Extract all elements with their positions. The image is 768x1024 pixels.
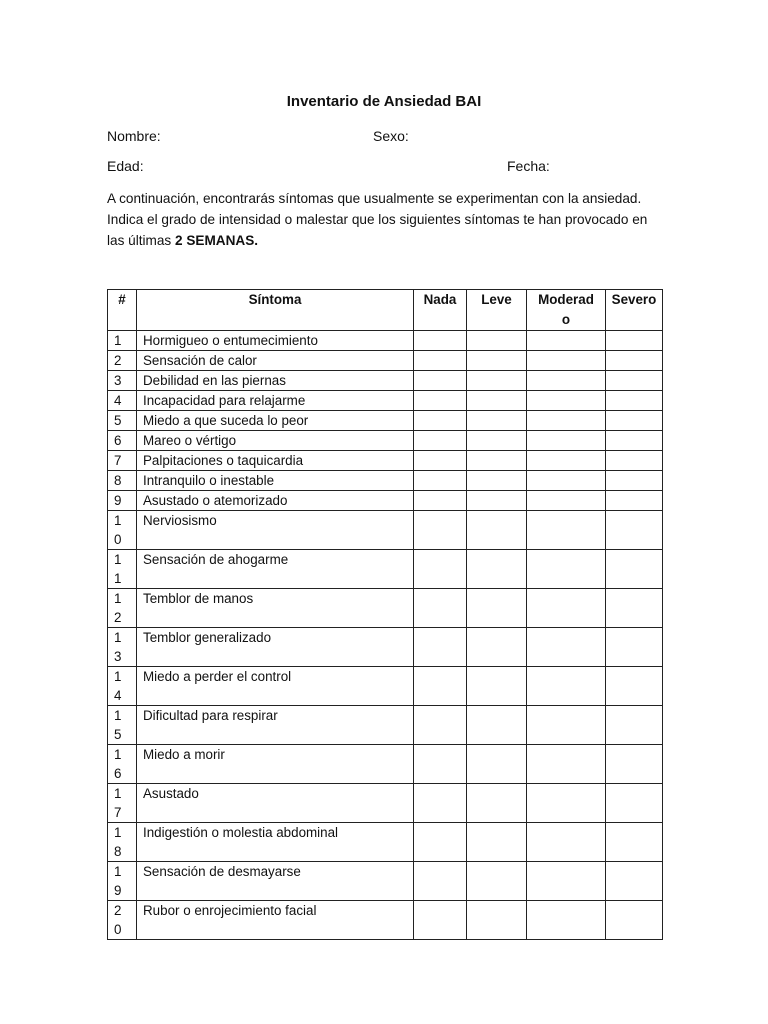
row-number: [108, 511, 137, 550]
rating-cell-severe[interactable]: [606, 371, 663, 391]
rating-cell-severe[interactable]: [606, 351, 663, 371]
rating-cell-severe[interactable]: [606, 901, 663, 940]
rating-cell-mild[interactable]: [467, 411, 527, 431]
rating-cell-none[interactable]: [414, 351, 467, 371]
rating-cell-severe[interactable]: [606, 411, 663, 431]
rating-cell-severe[interactable]: [606, 589, 663, 628]
row-symptom: Miedo a morir: [137, 745, 414, 784]
row-number: [108, 371, 137, 391]
rating-cell-mild[interactable]: [467, 667, 527, 706]
rating-cell-none[interactable]: [414, 667, 467, 706]
header-number: #: [108, 290, 137, 331]
row-number-text: 15: [114, 708, 122, 742]
rating-cell-severe[interactable]: [606, 391, 663, 411]
rating-cell-none[interactable]: [414, 471, 467, 491]
rating-cell-moderate[interactable]: [527, 491, 606, 511]
row-number: [108, 391, 137, 411]
rating-cell-severe[interactable]: [606, 745, 663, 784]
header-none: Nada: [414, 290, 467, 331]
row-symptom: Sensación de calor: [137, 351, 414, 371]
row-number: [108, 451, 137, 471]
rating-cell-moderate[interactable]: [527, 823, 606, 862]
row-number: [108, 823, 137, 862]
rating-cell-severe[interactable]: [606, 706, 663, 745]
rating-cell-moderate[interactable]: [527, 411, 606, 431]
row-symptom: Dificultad para respirar: [137, 706, 414, 745]
rating-cell-moderate[interactable]: [527, 745, 606, 784]
row-number-text: 10: [114, 513, 122, 547]
table-row: [108, 784, 663, 823]
row-symptom: Palpitaciones o taquicardia: [137, 451, 414, 471]
rating-cell-mild[interactable]: [467, 371, 527, 391]
row-number-text: 17: [114, 786, 122, 820]
row-number-text: 18: [114, 825, 122, 859]
symptom-table: [107, 289, 663, 940]
age-field-label: Edad:: [107, 158, 144, 174]
rating-cell-mild[interactable]: [467, 511, 527, 550]
rating-cell-moderate[interactable]: [527, 431, 606, 451]
rating-cell-mild[interactable]: [467, 550, 527, 589]
row-number-text: 13: [114, 630, 122, 664]
sex-field-label: Sexo:: [373, 128, 409, 144]
table-row: [108, 667, 663, 706]
table-row: [108, 451, 663, 471]
table-row: [108, 431, 663, 451]
instructions-paragraph: [107, 188, 667, 251]
rating-cell-severe[interactable]: [606, 331, 663, 351]
row-symptom: Miedo a perder el control: [137, 667, 414, 706]
row-number-text: 11: [114, 552, 122, 586]
rating-cell-none[interactable]: [414, 451, 467, 471]
row-number-text: 3: [114, 373, 122, 388]
row-number-text: 12: [114, 591, 122, 625]
rating-cell-mild[interactable]: [467, 628, 527, 667]
row-number-text: 5: [114, 413, 122, 428]
rating-cell-severe[interactable]: [606, 451, 663, 471]
row-symptom: Mareo o vértigo: [137, 431, 414, 451]
row-number: [108, 331, 137, 351]
rating-cell-none[interactable]: [414, 823, 467, 862]
row-number: [108, 784, 137, 823]
rating-cell-none[interactable]: [414, 589, 467, 628]
rating-cell-moderate[interactable]: [527, 511, 606, 550]
rating-cell-severe[interactable]: [606, 511, 663, 550]
row-number-text: 7: [114, 453, 122, 468]
table-row: [108, 411, 663, 431]
name-field-label: Nombre:: [107, 128, 161, 144]
row-number-text: 9: [114, 493, 122, 508]
rating-cell-moderate[interactable]: [527, 371, 606, 391]
table-row: [108, 511, 663, 550]
rating-cell-severe[interactable]: [606, 784, 663, 823]
row-number: [108, 589, 137, 628]
rating-cell-mild[interactable]: [467, 331, 527, 351]
table-header-row: [108, 290, 663, 331]
instructions-period-emphasis: 2 SEMANAS.: [175, 233, 259, 248]
rating-cell-moderate[interactable]: [527, 901, 606, 940]
rating-cell-mild[interactable]: [467, 391, 527, 411]
rating-cell-none[interactable]: [414, 511, 467, 550]
rating-cell-mild[interactable]: [467, 823, 527, 862]
rating-cell-mild[interactable]: [467, 745, 527, 784]
row-number-text: 19: [114, 864, 122, 898]
row-number: [108, 471, 137, 491]
row-symptom: Temblor generalizado: [137, 628, 414, 667]
table-row: [108, 706, 663, 745]
rating-cell-none[interactable]: [414, 550, 467, 589]
rating-cell-moderate[interactable]: [527, 331, 606, 351]
rating-cell-none[interactable]: [414, 901, 467, 940]
rating-cell-mild[interactable]: [467, 491, 527, 511]
instructions-text: A continuación, encontrarás síntomas que usualmente se experimentan con la ansiedad. Indica el grado de intensidad o malestar que los siguientes síntomas te han provocado en las últimas: [107, 191, 648, 248]
row-number-text: 20: [114, 903, 122, 937]
rating-cell-moderate[interactable]: [527, 706, 606, 745]
rating-cell-moderate[interactable]: [527, 391, 606, 411]
table-row: [108, 745, 663, 784]
row-number: [108, 411, 137, 431]
rating-cell-none[interactable]: [414, 331, 467, 351]
row-symptom: Incapacidad para relajarme: [137, 391, 414, 411]
table-row: [108, 491, 663, 511]
rating-cell-mild[interactable]: [467, 862, 527, 901]
header-moderate-label: Moderado: [538, 292, 594, 327]
rating-cell-none[interactable]: [414, 491, 467, 511]
row-number: [108, 491, 137, 511]
rating-cell-moderate[interactable]: [527, 667, 606, 706]
row-symptom: Temblor de manos: [137, 589, 414, 628]
rating-cell-moderate[interactable]: [527, 471, 606, 491]
rating-cell-mild[interactable]: [467, 451, 527, 471]
row-number-text: 16: [114, 747, 122, 781]
row-symptom: Nerviosismo: [137, 511, 414, 550]
rating-cell-severe[interactable]: [606, 667, 663, 706]
header-severe: Severo: [606, 290, 663, 331]
row-number: [108, 706, 137, 745]
row-number: [108, 550, 137, 589]
rating-cell-none[interactable]: [414, 628, 467, 667]
row-symptom: Miedo a que suceda lo peor: [137, 411, 414, 431]
row-symptom: Debilidad en las piernas: [137, 371, 414, 391]
table-row: [108, 901, 663, 940]
rating-cell-mild[interactable]: [467, 901, 527, 940]
rating-cell-severe[interactable]: [606, 628, 663, 667]
row-symptom: Hormigueo o entumecimiento: [137, 331, 414, 351]
rating-cell-none[interactable]: [414, 862, 467, 901]
row-symptom: Sensación de desmayarse: [137, 862, 414, 901]
rating-cell-moderate[interactable]: [527, 862, 606, 901]
rating-cell-none[interactable]: [414, 371, 467, 391]
table-row: [108, 391, 663, 411]
rating-cell-mild[interactable]: [467, 589, 527, 628]
rating-cell-none[interactable]: [414, 784, 467, 823]
row-number-text: 8: [114, 473, 122, 488]
rating-cell-moderate[interactable]: [527, 451, 606, 471]
header-moderate: [527, 290, 606, 331]
date-field-label: Fecha:: [507, 158, 550, 174]
table-row: [108, 823, 663, 862]
table-row: [108, 371, 663, 391]
row-number: [108, 431, 137, 451]
rating-cell-none[interactable]: [414, 391, 467, 411]
table-row: [108, 589, 663, 628]
header-mild: Leve: [467, 290, 527, 331]
rating-cell-mild[interactable]: [467, 706, 527, 745]
row-number-text: 1: [114, 333, 122, 348]
table-row: [108, 862, 663, 901]
rating-cell-mild[interactable]: [467, 784, 527, 823]
header-symptom: Síntoma: [137, 290, 414, 331]
rating-cell-none[interactable]: [414, 411, 467, 431]
rating-cell-moderate[interactable]: [527, 550, 606, 589]
row-number: [108, 628, 137, 667]
table-row: [108, 331, 663, 351]
row-symptom: Indigestión o molestia abdominal: [137, 823, 414, 862]
row-number: [108, 901, 137, 940]
row-number: [108, 745, 137, 784]
rating-cell-mild[interactable]: [467, 351, 527, 371]
row-symptom: Intranquilo o inestable: [137, 471, 414, 491]
rating-cell-none[interactable]: [414, 431, 467, 451]
rating-cell-mild[interactable]: [467, 431, 527, 451]
row-number-text: 14: [114, 669, 122, 703]
rating-cell-none[interactable]: [414, 745, 467, 784]
rating-cell-severe[interactable]: [606, 491, 663, 511]
row-number: [108, 351, 137, 371]
rating-cell-severe[interactable]: [606, 862, 663, 901]
row-symptom: Sensación de ahogarme: [137, 550, 414, 589]
rating-cell-severe[interactable]: [606, 471, 663, 491]
rating-cell-moderate[interactable]: [527, 351, 606, 371]
row-number-text: 6: [114, 433, 122, 448]
table-row: [108, 628, 663, 667]
table-row: [108, 550, 663, 589]
rating-cell-mild[interactable]: [467, 471, 527, 491]
table-row: [108, 351, 663, 371]
row-symptom: Asustado: [137, 784, 414, 823]
rating-cell-severe[interactable]: [606, 431, 663, 451]
rating-cell-moderate[interactable]: [527, 589, 606, 628]
table-body: [108, 331, 663, 940]
rating-cell-severe[interactable]: [606, 823, 663, 862]
document-title: Inventario de Ansiedad BAI: [286, 93, 482, 110]
row-number-text: 4: [114, 393, 122, 408]
rating-cell-none[interactable]: [414, 706, 467, 745]
rating-cell-severe[interactable]: [606, 550, 663, 589]
row-number: [108, 862, 137, 901]
row-symptom: Rubor o enrojecimiento facial: [137, 901, 414, 940]
row-number: [108, 667, 137, 706]
rating-cell-moderate[interactable]: [527, 784, 606, 823]
rating-cell-moderate[interactable]: [527, 628, 606, 667]
table-row: [108, 471, 663, 491]
row-symptom: Asustado o atemorizado: [137, 491, 414, 511]
row-number-text: 2: [114, 353, 122, 368]
